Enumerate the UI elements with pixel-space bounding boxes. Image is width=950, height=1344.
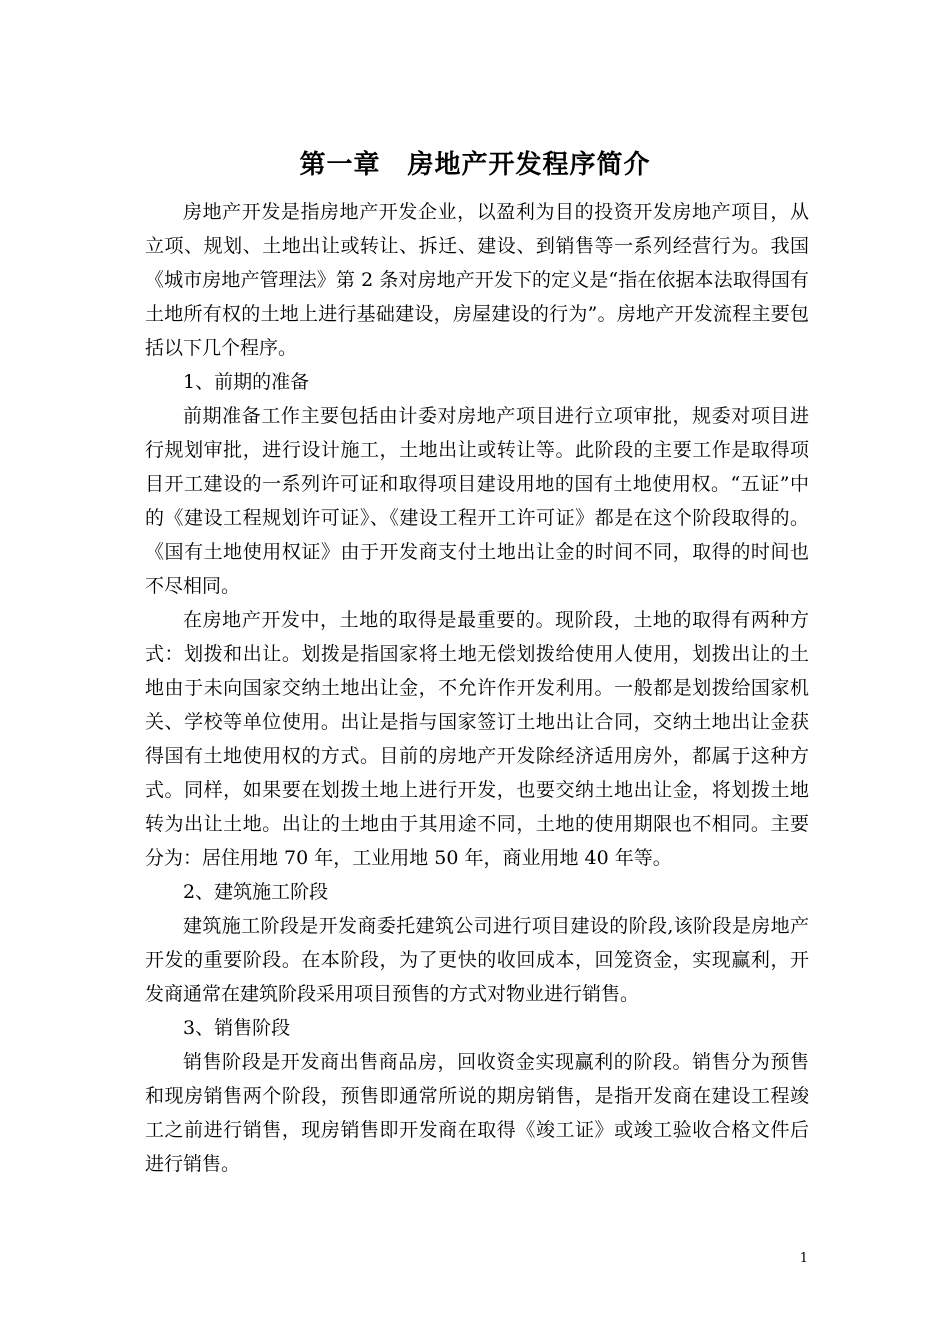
sales-paragraph: 销售阶段是开发商出售商品房，回收资金实现赢利的阶段。销售分为预售和现房销售两个阶段，预售即通常所说的期房销售，是指开发商在建设工程竣工之前进行销售，现房销售即开发商在取得《竣工证》或竣工验收合格文件后进行销售。 — [145, 1051, 809, 1175]
construction-paragraph: 建筑施工阶段是开发商委托建筑公司进行项目建设的阶段,该阶段是房地产开发的重要阶段。在本阶段，为了更快的收回成本，回笼资金，实现赢利，开发商通常在建筑阶段采用项目预售的方式对物业进行销售。 — [145, 915, 809, 1005]
section-heading-construction: 2、建筑施工阶段 — [183, 881, 329, 903]
land-acquisition-paragraph: 在房地产开发中，土地的取得是最重要的。现阶段，土地的取得有两种方式：划拨和出让。划拨是指国家将土地无偿划拨给使用人使用，划拨出让的土地由于未向国家交纳土地出让金，不允许作开发利用。一般都是划拨给国家机关、学校等单位使用。出让是指与国家签订土地出让合同，交纳土地出让金获得国有土地使用权的方式。目前的房地产开发除经济适用房外，都属于这种方式。同样，如果要在划拨土地上进行开发，也要交纳土地出让金，将划拨土地转为出让土地。出让的土地由于其用途不同，土地的使用期限也不相同。主要分为：居住用地 70 年，工业用地 50 年，商业用地 40 年等。 — [145, 609, 809, 869]
document-body — [145, 195, 809, 1181]
preparation-paragraph: 前期准备工作主要包括由计委对房地产项目进行立项审批，规委对项目进行规划审批，进行设计施工，土地出让或转让等。此阶段的主要工作是取得项目开工建设的一系列许可证和取得项目建设用地的国有土地使用权。“五证”中的《建设工程规划许可证》、《建设工程开工许可证》都是在这个阶段取得的。《国有土地使用权证》由于开发商支付土地出让金的时间不同，取得的时间也不尽相同。 — [145, 405, 809, 597]
chapter-title: 第一章 房地产开发程序简介 — [299, 150, 651, 181]
section-heading-preparation: 1、前期的准备 — [183, 371, 310, 393]
page-number: 1 — [799, 1251, 808, 1266]
intro-paragraph: 房地产开发是指房地产开发企业，以盈利为目的投资开发房地产项目，从立项、规划、土地出让或转让、拆迁、建设、到销售等一系列经营行为。我国《城市房地产管理法》第 2 条对房地产开发下的定义是“指在依据本法取得国有土地所有权的土地上进行基础建设，房屋建设的行为”。房地产开发流程主要包括以下几个程序。 — [145, 201, 809, 359]
section-heading-sales: 3、销售阶段 — [183, 1017, 291, 1039]
